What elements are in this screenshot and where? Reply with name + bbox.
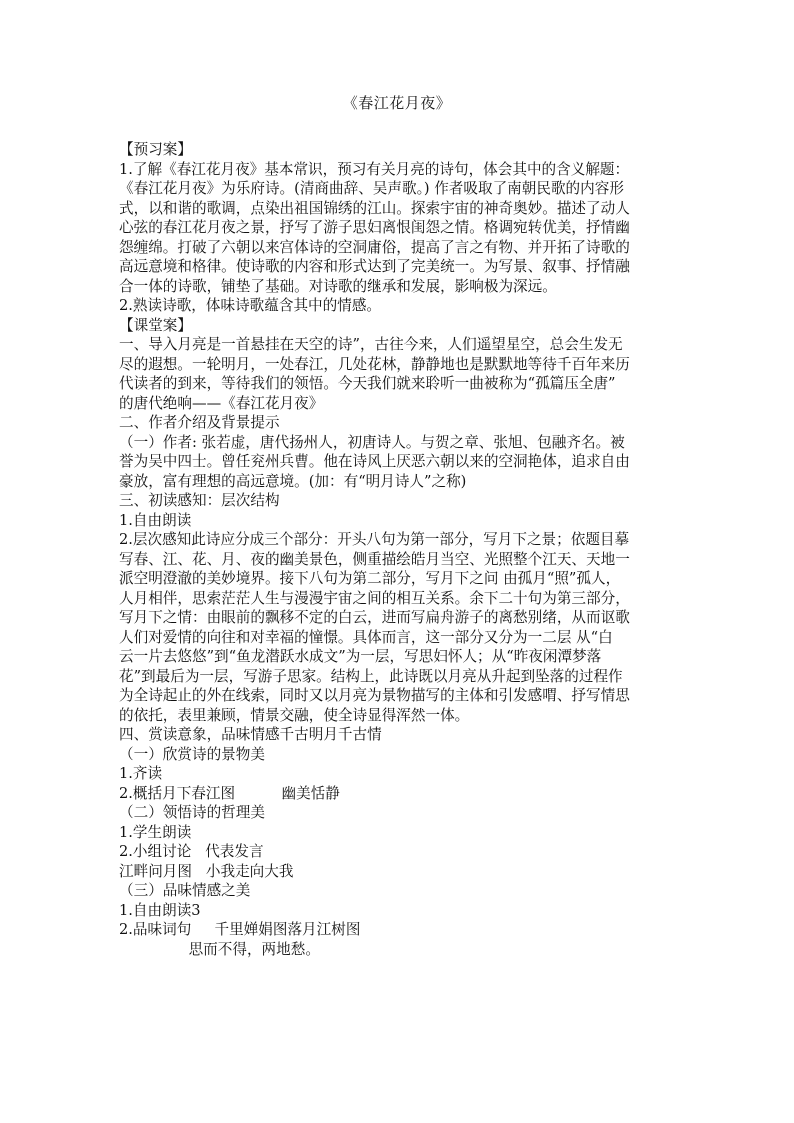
document-line: 派空明澄澈的美妙境界。接下八句为第二部分，写月下之问 由孤月“照”孤人， [119,570,621,587]
document-line: 【课堂案】 [119,316,192,334]
document-line: 四、赏读意象，品味情感千古明月千古情 [119,726,382,743]
document-line: 云一片去悠悠”到“鱼龙潜跃水成文”为一层，写思妇怀人；从“昨夜闲潭梦落 [119,648,602,665]
document-line: 写月下之情：由眼前的飘移不定的白云，进而写扁舟游子的离愁别绪，从而讴歌 [119,609,630,626]
document-line: （一）欣赏诗的景物美 [119,745,265,763]
document-line: 代读者的到来，等待我们的领悟。今天我们就来聆听一曲被称为“孤篇压全唐” [119,375,616,392]
document-line: 高远意境和格律。使诗歌的内容和形式达到了完美统一。为写景、叙事、抒情融 [119,258,630,275]
page-title: 《春江花月夜》 [342,94,452,112]
document-line: 2.品味词句 千里婵娟图落月江树图 [119,921,361,938]
document-line: 花”到最后为一层，写游子思家。结构上，此诗既以月亮从升起到坠落的过程作 [119,667,623,685]
document-line: 1.自由朗读 [119,511,192,529]
document-line: 二、作者介绍及背景提示 [119,414,280,431]
document-line: 江畔问月图 小我走向大我 [119,862,294,880]
document-line: 1.了解《春江花月夜》基本常识，预习有关月亮的诗句，体会其中的含义解题： [119,160,630,178]
document-line: 为全诗起止的外在线索，同时又以月亮为景物描写的主体和引发感喟、抒写情思 [119,687,630,704]
document-line: （三）品味情感之美 [119,882,251,899]
document-body [119,140,679,959]
document-line: 人月相伴，思索茫茫人生与漫漫宇宙之间的相互关系。余下二十句为第三部分， [119,589,630,607]
document-line: （二）领悟诗的哲理美 [119,804,265,821]
document-line: 【预习案】 [119,141,192,158]
document-line: 一、导入月亮是一首悬挂在天空的诗”，古往今来，人们遥望星空，总会生发无 [119,336,623,353]
document-line: 1.自由朗读3 [119,901,201,919]
document-line: （一）作者: 张若虚，唐代扬州人，初唐诗人。与贺之章、张旭、包融齐名。被 [119,433,625,451]
document-line: 1.齐读 [119,765,163,782]
document-line: 的依托，表里兼顾，情景交融，使全诗显得浑然一体。 [119,706,470,724]
document-line: 合一体的诗歌，铺垫了基础。对诗歌的继承和发展，影响极为深远。 [119,277,557,295]
document-line: 尽的遐想。一轮明月，一处春江，几处花林，静静地也是默默地等待千百年来历 [119,355,630,373]
document-line: 写春、江、花、月、夜的幽美景色，侧重描绘皓月当空、光照整个江天、天地一 [119,550,630,568]
document-line: 豪放，富有理想的高远意境。(加：有“明月诗人”之称) [119,472,467,490]
document-line: 心弦的春江花月夜之景，抒写了游子思妇离恨闺怨之情。格调宛转优美，抒情幽 [119,219,630,236]
document-line: 2.层次感知此诗应分成三个部分：开头八句为第一部分，写月下之景；依题目摹 [119,531,630,548]
document-line: 2.熟读诗歌，体味诗歌蕴含其中的情感。 [119,297,382,314]
document-line: 2.概括月下春江图 幽美恬静 [119,784,340,802]
document-line: 2.小组讨论 代表发言 [119,843,264,860]
document-line: 怨缠绵。打破了六朝以来宫体诗的空洞庸俗，提高了言之有物、并开拓了诗歌的 [119,238,630,256]
document-line: 式，以和谐的歌调，点染出祖国锦绣的江山。探索宇宙的神奇奥妙。描述了动人 [119,199,630,217]
document-line: 1.学生朗读 [119,823,192,841]
document-line: 思而不得，两地愁。 [119,940,320,958]
document-line: 《春江花月夜》为乐府诗。(清商曲辞、吴声歌。) 作者吸取了南朝民歌的内容形 [119,180,624,197]
document-line: 的唐代绝响——《春江花月夜》 [119,394,324,412]
document-line: 人们对爱情的向往和对幸福的憧憬。具体而言，这一部分又分为一二层 从“白 [119,628,613,646]
document-line: 誉为吴中四士。曾任兖州兵曹。他在诗风上厌恶六朝以来的空洞艳体，追求自由 [119,453,630,470]
document-line: 三、初读感知：层次结构 [119,492,280,509]
